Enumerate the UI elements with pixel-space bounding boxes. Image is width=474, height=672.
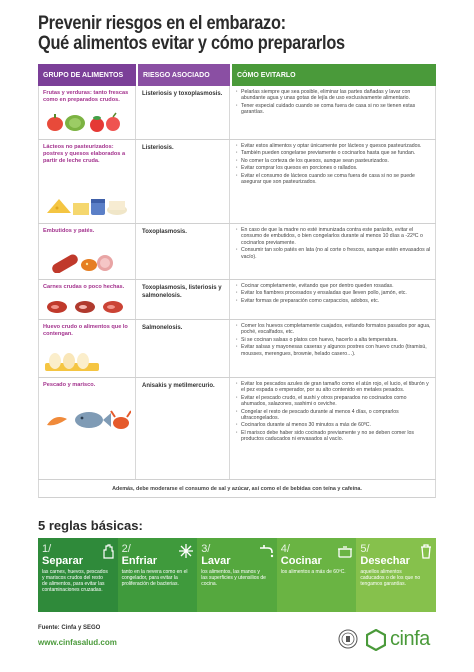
rule-number: 1/: [42, 543, 52, 555]
how-cell: [230, 86, 436, 139]
table-row: [38, 140, 436, 224]
rule-enfriar: [118, 538, 198, 612]
table-row: [38, 86, 436, 140]
eggs-icon: [45, 349, 101, 371]
group-cell: [38, 140, 136, 223]
how-cell: [230, 280, 436, 319]
tip: · Evitar el pescado crudo, el sushi y otros preparados no cocinados como ahumados, salazones, sashimi o ceviche.: [236, 395, 431, 408]
tip: · Tener especial cuidado cuando se coma fuera de casa si no se tienen estas garantías.: [236, 103, 431, 116]
cinfa-hexagon-icon: [366, 629, 386, 651]
risk-cell: Anisakis y metilmercurio.: [136, 378, 230, 479]
rule-separar: [38, 538, 118, 612]
rule-number: 5/: [360, 543, 370, 555]
website-link[interactable]: www.cinfasalud.com: [38, 638, 117, 647]
faucet-icon: [258, 543, 274, 559]
tip: · No comer la corteza de los quesos, aunque sean pasteurizados.: [236, 158, 431, 164]
rule-number: 4/: [280, 543, 290, 555]
tip: · Congelar el resto de pescado durante al menos 4 días, o comprarlos ultracongelados.: [236, 409, 431, 422]
title-line-2: Qué alimentos evitar y cómo prepararlos: [38, 33, 345, 54]
table-row: [38, 280, 436, 320]
rule-name: Enfriar: [121, 555, 158, 567]
header-how: CÓMO EVITARLO: [232, 64, 436, 86]
rule-text: tanto en la nevera como en el congelador, para evitar la proliferación de bacterias.: [121, 569, 188, 587]
risk-cell: Salmonelosis.: [136, 320, 230, 377]
risk-cell: Listeriosis.: [136, 140, 230, 223]
source-text: Fuente: Cinfa y SEGO: [38, 625, 101, 631]
group-name: Embutidos y patés.: [43, 228, 95, 234]
risk-cell: Listeriosis y toxoplasmosis.: [136, 86, 230, 139]
tip: · Si se cocinan salsas o platos con huevo, hacerlo a alta temperatura.: [236, 337, 431, 343]
tip: · Evitar estos alimentos y optar únicamente por lácteos y quesos pasteurizados.: [236, 143, 431, 149]
hand-icon: [101, 543, 115, 559]
rule-lavar: [197, 538, 277, 612]
rules-strip: [38, 538, 436, 612]
tip: · Evitar el consumo de lácteos cuando se coma fuera de casa si no se puede asegurar que son pasteurizados.: [236, 173, 431, 186]
group-cell: [38, 86, 136, 139]
snowflake-icon: [178, 543, 194, 559]
sego-seal-icon: [338, 628, 358, 650]
group-cell: [38, 320, 136, 377]
rule-name: Cocinar: [280, 555, 322, 567]
table-header: [38, 64, 436, 86]
group-name: Huevo crudo o alimentos que lo contengan.: [43, 324, 128, 337]
group-cell: [38, 280, 136, 319]
rule-cocinar: [277, 538, 357, 612]
tip: · Cocinarlos durante al menos 30 minutos a más de 60ºC.: [236, 422, 431, 428]
food-risk-table: [38, 64, 436, 498]
group-name: Lácteos no pasteurizados: postres y quesos elaborados a partir de leche cruda.: [43, 144, 126, 164]
group-cell: [38, 224, 136, 279]
rule-text: las carnes, huevos, pescados y mariscos crudos del resto de alimentos, para evitar las contaminaciones cruzadas.: [42, 569, 108, 593]
fruits-vegetables-icon: [45, 111, 125, 133]
table-row: [38, 224, 436, 280]
risk-cell: Toxoplasmosis.: [136, 224, 230, 279]
tip: · También pueden congelarse previamente o cocinarlos hasta que se fundan.: [236, 150, 431, 156]
how-cell: [230, 320, 436, 377]
table-footnote: Además, debe moderarse el consumo de sal y azúcar, así como el de bebidas con teína y cafeína.: [38, 480, 436, 498]
header-risk: RIESGO ASOCIADO: [138, 64, 230, 86]
tip: · Comer los huevos completamente cuajados, evitando formatos pasados por agua, poché, escalfados, etc.: [236, 323, 431, 336]
tip: · Cocinar completamente, evitando que por dentro queden rosadas.: [236, 283, 431, 289]
rule-text: aquellos alimentos caducados o de los que no tengamos garantías.: [360, 569, 421, 587]
group-cell: [38, 378, 136, 479]
fish-seafood-icon: [45, 405, 131, 435]
rule-number: 3/: [201, 543, 211, 555]
rules-title: 5 reglas básicas:: [38, 518, 143, 533]
pot-icon: [337, 543, 353, 559]
tip: · En caso de que la madre no esté inmunizada contra este parásito, evitar el consumo de embutidos, o bien congelarlos durante al menos 10 días a -22ºC o cocinarlos previamente.: [236, 227, 431, 246]
table-row: [38, 320, 436, 378]
title-line-1: Prevenir riesgos en el embarazo:: [38, 13, 286, 34]
header-group: GRUPO DE ALIMENTOS: [38, 64, 136, 86]
trash-icon: [419, 543, 433, 559]
rule-number: 2/: [121, 543, 131, 555]
tip: · El marisco debe haber sido cocinado previamente y no se deben comer los productos caducados ni envasados al vacío.: [236, 430, 431, 443]
tip: · Evitar los pescados azules de gran tamaño como el atún rojo, el lucio, el tiburón y el pez espada o emperador, por su alto contenido en metales pesados.: [236, 381, 431, 394]
page-title: [38, 14, 438, 54]
tip: · Evitar comprar los quesos en porciones o rallados.: [236, 165, 431, 171]
cold-cuts-icon: [45, 247, 125, 273]
rule-text: los alimentos, las manos y las superficies y utensilios de cocina.: [201, 569, 266, 587]
group-name: Carnes crudas o poco hechas.: [43, 284, 125, 290]
dairy-icon: [45, 193, 131, 217]
how-cell: [230, 140, 436, 223]
group-name: Frutas y verduras: tanto frescas como en preparados crudos.: [43, 90, 129, 103]
rule-text: los alimentos a más de 60ºC.: [280, 569, 346, 575]
how-cell: [230, 224, 436, 279]
group-name: Pescado y marisco.: [43, 382, 96, 388]
rule-name: Separar: [42, 555, 83, 567]
tip: · Evitar los fiambres procesados y ensaladas que lleven pollo, jamón, etc.: [236, 290, 431, 296]
cinfa-logo: [366, 628, 430, 651]
how-cell: [230, 378, 436, 479]
brand-name: cinfa: [390, 628, 430, 650]
rule-name: Lavar: [201, 555, 231, 567]
risk-cell: Toxoplasmosis, listeriosis y salmonelosis.: [136, 280, 230, 319]
tip: · Pelarlas siempre que sea posible, eliminar las partes dañadas y lavar con abundante agua y unas gotas de lejía de uso exclusivamente alimentario.: [236, 89, 431, 102]
tip: · Evitar formas de preparación como carpaccios, adobos, etc.: [236, 298, 431, 304]
rule-name: Desechar: [360, 555, 410, 567]
tip: · Evitar salsas y mayonesas caseras y algunos postres con huevo crudo (tiramisú, mousses, merengues, brownie, helado casero…).: [236, 344, 431, 357]
rule-desechar: [356, 538, 436, 612]
table-row: [38, 378, 436, 480]
raw-meat-icon: [45, 299, 129, 315]
tip: · Consumir tan solo patés en lata (no al corte o frescos, aunque estén envasados al vacío).: [236, 247, 431, 260]
